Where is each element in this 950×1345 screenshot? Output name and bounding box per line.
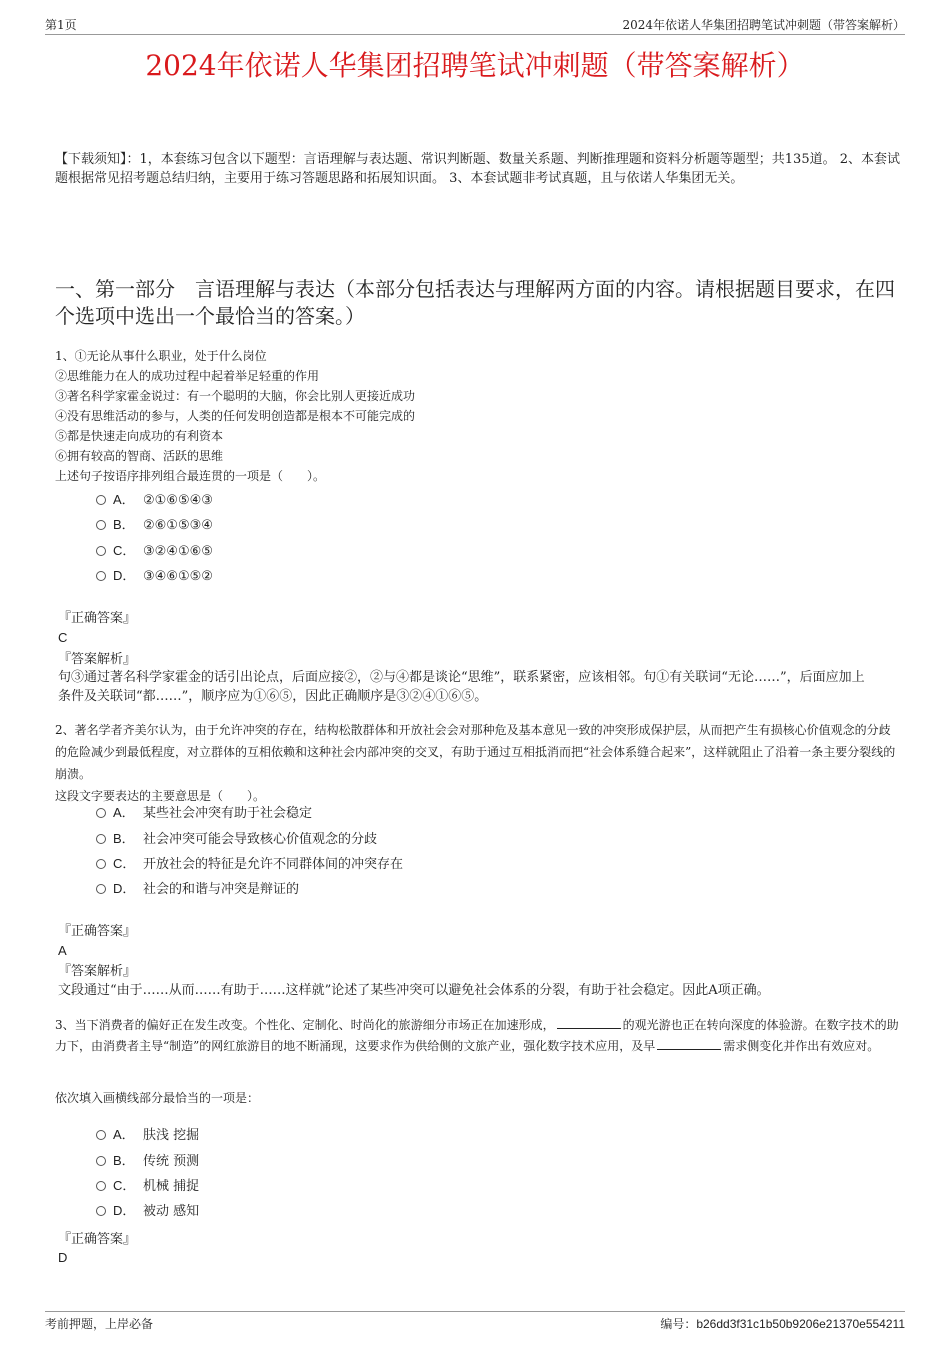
radio-icon[interactable]	[96, 571, 106, 581]
q1-line: ③著名科学家霍金说过：有一个聪明的大脑，你会比别人更接近成功	[55, 389, 416, 403]
q1-analysis: 句③通过著名科学家霍金的话引出论点，后面应接②，②与④都是谈论“思维”，联系紧密，应该相邻。句①有关联词“无论……”，后面应加上条件及关联词“都……”，顺序应为①⑥⑤，因此正确顺序是③②④①⑥⑤。	[58, 670, 865, 704]
radio-icon[interactable]	[96, 1130, 106, 1140]
option-text: 某些社会冲突有助于社会稳定	[143, 806, 313, 821]
q2-correct-label: 『正确答案』	[58, 924, 137, 939]
q1-line: ⑥拥有较高的智商、活跃的思维	[55, 449, 224, 463]
option-letter: D．	[113, 568, 136, 583]
page-title: 2024年依诺人华集团招聘笔试冲刺题（带答案解析）	[145, 49, 805, 82]
q3-stem-part: 需求侧变化并作出有效应对。	[723, 1039, 880, 1053]
option-letter: B．	[113, 517, 135, 532]
option-text: 机械 捕捉	[143, 1179, 200, 1194]
q1-line: ②思维能力在人的成功过程中起着举足轻重的作用	[55, 369, 320, 383]
fill-blank	[557, 1016, 621, 1029]
q2-option-c[interactable]	[96, 854, 403, 874]
q1-line: ④没有思维活动的参与，人类的任何发明创造都是根本不可能完成的	[55, 409, 416, 423]
q1-option-a[interactable]	[96, 490, 213, 510]
footer-code	[660, 1315, 905, 1332]
option-letter: B．	[113, 1153, 135, 1168]
radio-icon[interactable]	[96, 495, 106, 505]
q2-analysis: 文段通过“由于……从而……有助于……这样就”论述了某些冲突可以避免社会体系的分裂，有助于社会稳定。因此A项正确。	[58, 983, 770, 998]
question-1-stem	[55, 346, 900, 486]
q1-correct-label: 『正确答案』	[58, 611, 137, 626]
radio-icon[interactable]	[96, 834, 106, 844]
q1-line: 上述句子按语序排列组合最连贯的一项是（ ）。	[55, 469, 326, 483]
q2-answer: A	[58, 943, 67, 958]
q1-option-d[interactable]	[96, 566, 213, 586]
q2-prompt: 这段文字要表达的主要意思是（ ）。	[55, 789, 266, 803]
radio-icon[interactable]	[96, 1181, 106, 1191]
radio-icon[interactable]	[96, 859, 106, 869]
q2-stem: 2、著名学者齐美尔认为，由于允许冲突的存在，结构松散群体和开放社会会对那种危及基本意见一致的冲突形成保护层，从而把产生有损核心价值观念的分歧的危险减少到最低程度，对立群体的互相依赖和这种社会内部冲突的交叉，有助于通过互相抵消而把“社会体系缝合起来”，这样就阻止了沿着一条主要分裂线的崩溃。	[55, 723, 896, 781]
option-letter: A．	[113, 492, 135, 507]
option-letter: B．	[113, 831, 135, 846]
footer-code-value: b26dd3f31c1b50b9206e21370e554211	[696, 1317, 905, 1331]
q3-stem-part: 3、当下消费者的偏好正在发生改变。个性化、定制化、时尚化的旅游细分市场正在加速形成，	[55, 1018, 555, 1032]
radio-icon[interactable]	[96, 1206, 106, 1216]
q3-answer: D	[58, 1250, 68, 1265]
option-letter: D．	[113, 881, 136, 896]
q2-option-a[interactable]	[96, 803, 312, 823]
option-text: ②⑥①⑤③④	[143, 518, 213, 533]
q1-option-c[interactable]	[96, 541, 213, 561]
option-text: 传统 预测	[143, 1154, 200, 1169]
option-text: 社会冲突可能会导致核心价值观念的分歧	[143, 832, 378, 847]
q2-option-b[interactable]	[96, 829, 377, 849]
question-3-stem	[55, 1015, 900, 1057]
q2-option-d[interactable]	[96, 879, 299, 899]
option-text: 社会的和谐与冲突是辩证的	[143, 882, 300, 897]
option-letter: C．	[113, 1178, 136, 1193]
section-title: 一、第一部分 言语理解与表达（本部分包括表达与理解两方面的内容。请根据题目要求，在四个选项中选出一个最恰当的答案。）	[55, 277, 895, 328]
footer-slogan: 考前押题，上岸必备	[45, 1317, 154, 1331]
radio-icon[interactable]	[96, 808, 106, 818]
q3-option-a[interactable]	[96, 1125, 199, 1145]
option-letter: C．	[113, 543, 136, 558]
fill-blank	[657, 1037, 721, 1050]
q2-analysis-label: 『答案解析』	[58, 964, 137, 979]
option-text: 肤浅 挖掘	[143, 1128, 200, 1143]
radio-icon[interactable]	[96, 520, 106, 530]
q3-correct-label: 『正确答案』	[58, 1232, 137, 1247]
option-letter: A．	[113, 1127, 135, 1142]
option-text: ③②④①⑥⑤	[143, 544, 213, 559]
q1-answer: C	[58, 630, 68, 645]
q3-stem	[55, 1015, 900, 1057]
page-header	[45, 14, 905, 35]
footer-code-label: 编号：	[660, 1317, 697, 1331]
option-letter: D．	[113, 1203, 136, 1218]
q3-stem-part: 的观光游也正在转向深度的体验游。在数字技术的助力下，由消费者主导“制造”的网红旅游目的地不断涌现，这要求作为供给侧的文旅产业，强化数字技术应用，及早	[55, 1018, 899, 1053]
option-letter: C．	[113, 856, 136, 871]
question-2-stem	[55, 719, 900, 807]
radio-icon[interactable]	[96, 1156, 106, 1166]
option-text: 开放社会的特征是允许不同群体间的冲突存在	[143, 857, 404, 872]
q1-analysis-label: 『答案解析』	[58, 652, 137, 667]
q3-option-d[interactable]	[96, 1201, 199, 1221]
page-footer	[45, 1311, 905, 1332]
q3-option-b[interactable]	[96, 1151, 199, 1171]
option-text: ③④⑥①⑤②	[143, 569, 213, 584]
option-text: 被动 感知	[143, 1204, 200, 1219]
download-notice: 【下载须知】：1，本套练习包含以下题型：言语理解与表达题、常识判断题、数量关系题、判断推理题和资料分析题等题型；共135道。 2、本套试题根据常见招考题总结归纳，主要用于练习答题思路和拓展知识面。 3、本套试题非考试真题，且与依诺人华集团无关。	[55, 152, 900, 186]
option-letter: A．	[113, 805, 135, 820]
q1-option-b[interactable]	[96, 515, 213, 535]
q1-line: 1、①无论从事什么职业，处于什么岗位	[55, 349, 267, 363]
page-number: 第1页	[45, 18, 77, 32]
q3-prompt: 依次填入画横线部分最恰当的一项是：	[55, 1091, 260, 1105]
option-text: ②①⑥⑤④③	[143, 493, 213, 508]
q1-line: ⑤都是快速走向成功的有利资本	[55, 429, 224, 443]
radio-icon[interactable]	[96, 546, 106, 556]
header-doc-title: 2024年依诺人华集团招聘笔试冲刺题（带答案解析）	[622, 18, 905, 32]
q3-option-c[interactable]	[96, 1176, 199, 1196]
radio-icon[interactable]	[96, 884, 106, 894]
